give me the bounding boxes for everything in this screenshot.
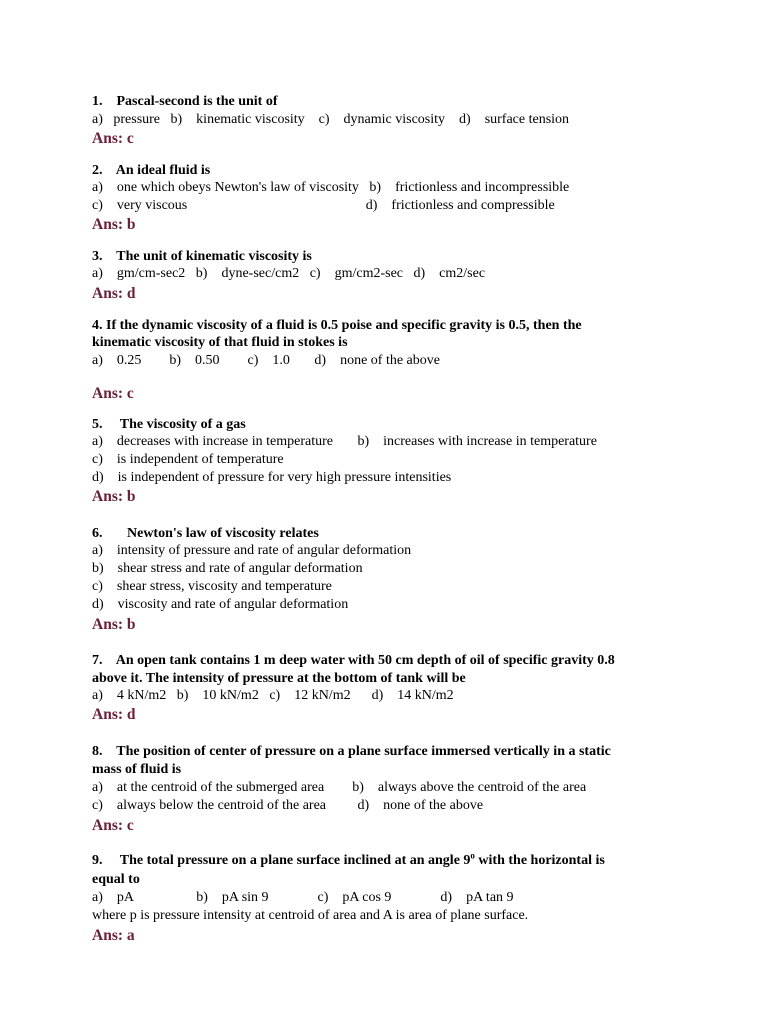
- question-5-options-line-1: a) decreases with increase in temperature b) increases with increase in temperature: [92, 434, 597, 449]
- question-7-answer: Ans: d: [92, 706, 136, 723]
- question-6-options-line-4: d) viscosity and rate of angular deformation: [92, 597, 349, 612]
- question-2: 2. An ideal fluid is: [92, 163, 211, 178]
- question-4-line-1: 4. If the dynamic viscosity of a fluid is 0.5 poise and specific gravity is 0.5, then the: [92, 318, 582, 333]
- question-1: 1. Pascal-second is the unit of: [92, 94, 278, 109]
- question-4-options: a) 0.25 b) 0.50 c) 1.0 d) none of the above: [92, 353, 440, 368]
- question-6-answer: Ans: b: [92, 616, 136, 633]
- question-8-line-2: mass of fluid is: [92, 762, 182, 777]
- question-9-line-2: equal to: [92, 872, 140, 887]
- question-8-line-1: 8. The position of center of pressure on a plane surface immersed vertically in a static: [92, 744, 611, 759]
- question-8-options-line-2: c) always below the centroid of the area d) none of the above: [92, 798, 484, 813]
- question-7-line-2: above it. The intensity of pressure at the bottom of tank will be: [92, 671, 466, 686]
- question-5-answer: Ans: b: [92, 488, 136, 505]
- question-4-answer: Ans: c: [92, 385, 134, 402]
- question-9-line-1: [92, 852, 605, 869]
- question-9-text: 9. The total pressure on a plane surface inclined at an angle 9: [92, 853, 471, 868]
- question-2-options-line-2: c) very viscous d) frictionless and compressible: [92, 198, 555, 213]
- question-9-options: a) pA b) pA sin 9 c) pA cos 9 d) pA tan 9: [92, 890, 514, 905]
- question-9-answer: Ans: a: [92, 927, 135, 944]
- question-6-options-line-2: b) shear stress and rate of angular deformation: [92, 561, 363, 576]
- question-5-options-line-3: d) is independent of pressure for very high pressure intensities: [92, 470, 452, 485]
- question-9-text-continued: with the horizontal is: [474, 853, 605, 868]
- question-2-answer: Ans: b: [92, 216, 136, 233]
- question-8-answer: Ans: c: [92, 817, 134, 834]
- question-6-options-line-1: a) intensity of pressure and rate of angular deformation: [92, 543, 412, 558]
- question-3-options: a) gm/cm-sec2 b) dyne-sec/cm2 c) gm/cm2-sec d) cm2/sec: [92, 266, 486, 281]
- question-6-options-line-3: c) shear stress, viscosity and temperature: [92, 579, 332, 594]
- degree-symbol: o: [470, 850, 475, 861]
- question-9-note: where p is pressure intensity at centroid of area and A is area of plane surface.: [92, 908, 529, 923]
- question-3: 3. The unit of kinematic viscosity is: [92, 249, 312, 264]
- question-5-options-line-2: c) is independent of temperature: [92, 452, 284, 467]
- question-5: 5. The viscosity of a gas: [92, 417, 246, 432]
- question-2-options-line-1: a) one which obeys Newton's law of viscosity b) frictionless and incompressible: [92, 180, 570, 195]
- question-8-options-line-1: a) at the centroid of the submerged area b) always above the centroid of the area: [92, 780, 587, 795]
- question-7-line-1: 7. An open tank contains 1 m deep water with 50 cm depth of oil of specific gravity 0.8: [92, 653, 615, 668]
- question-4-line-2: kinematic viscosity of that fluid in stokes is: [92, 335, 348, 350]
- question-1-options: a) pressure b) kinematic viscosity c) dynamic viscosity d) surface tension: [92, 112, 570, 127]
- question-6: 6. Newton's law of viscosity relates: [92, 526, 319, 541]
- question-7-options: a) 4 kN/m2 b) 10 kN/m2 c) 12 kN/m2 d) 14 kN/m2: [92, 688, 454, 703]
- question-3-answer: Ans: d: [92, 285, 136, 302]
- question-1-answer: Ans: c: [92, 130, 134, 147]
